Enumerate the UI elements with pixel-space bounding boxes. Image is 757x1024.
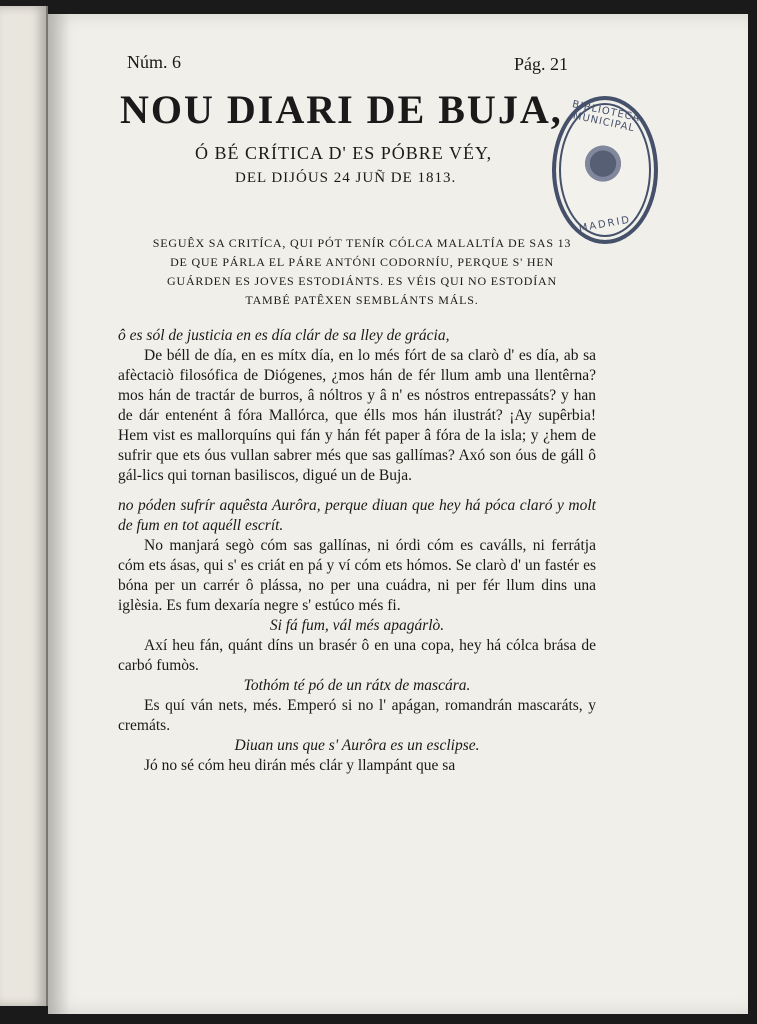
paragraph: Si fá fum, vál més apagárlò. bbox=[269, 617, 445, 634]
issue-number: Núm. 6 bbox=[127, 52, 181, 72]
masthead-subtitle: Ó BÉ CRÍTICA D' ES PÓBRE VÉY, bbox=[195, 143, 493, 163]
masthead-title: NOU DIARI DE BUJA, bbox=[120, 87, 563, 132]
library-stamp bbox=[552, 96, 658, 244]
paragraph: ô es sól de justicia en es día clár de sa lley de grácia, bbox=[118, 327, 450, 344]
paragraph: Es quí ván nets, més. Emperó si no l' apágan, romandrán mascaráts, y cremáts. bbox=[118, 697, 596, 734]
paragraph: No manjará segò cóm sas gallínas, ni órdi cóm es caválls, ni ferrátja cóm ets ásas, qui s' es criát en pá y ví cóm ets hómos. Se clarò d' un fastér es bóna per un carrér ô plássa, no per una cuádra, ni per fér llum dins una iglèsia. Es fum dexaría negre s' estúco més fi. bbox=[118, 537, 596, 614]
spacer bbox=[118, 486, 596, 496]
page-number: Pág. 21 bbox=[514, 54, 568, 74]
article-body bbox=[118, 326, 596, 776]
paragraph: no póden sufrír aquêsta Aurôra, perque diuan que hey há póca claró y molt de fum en tot aquéll escrít. bbox=[118, 497, 596, 534]
paragraph: De béll de día, en es mítx día, en lo més fórt de sa clarò d' es día, ab sa afèctaciò filosófica de Diógenes, ¿mos hán de fér llum amb una llentêrna? mos hán de tractár de burros, â nóltros y â n' es nóstros entrepassáts? y han de dár entenént â fóra Mallórca, que élls mos hán ilustrát? ¡Ay supêrbia! Hem vist es mallorquíns qui fán y hán fét paper â fóra de la isla; y ¿hem de sufrir que ets óus vullan sabrer més que sas gallímas? Axó son óus de gáll ô gál-lics qui tornan basiliscos, digué un de Buja. bbox=[118, 347, 596, 484]
paragraph: Axí heu fán, quánt díns un brasér ô en una copa, hey há cólca brása de carbó fumòs. bbox=[118, 637, 596, 674]
intro-line: DE QUE PÁRLA EL PÁRE ANTÓNI CODORNÍU, PERQUE S' HEN bbox=[170, 255, 554, 269]
intro-line: TAMBÉ PATÊXEN SEMBLÁNTS MÁLS. bbox=[245, 293, 479, 307]
paragraph: Tothóm té pó de un rátx de mascára. bbox=[243, 677, 471, 694]
intro-line: GUÁRDEN ES JOVES ESTODIÁNTS. ES VÉIS QUI NO ESTODÍAN bbox=[167, 274, 557, 288]
paragraph: Jó no sé cóm heu dirán més clár y llampánt que sa bbox=[144, 757, 456, 774]
paragraph: Diuan uns que s' Aurôra es un esclipse. bbox=[234, 737, 480, 754]
intro-block bbox=[122, 234, 602, 310]
left-page-edge bbox=[0, 6, 48, 1006]
intro-line: SEGUÊX SA CRITÍCA, QUI PÓT TENÍR CÓLCA MALALTÍA DE SAS 13 bbox=[152, 236, 572, 250]
stamp-bottom-text: MADRID bbox=[578, 214, 632, 235]
masthead-date: DEL DIJÓUS 24 JUÑ DE 1813. bbox=[235, 170, 457, 186]
page-fold-shadow bbox=[48, 14, 70, 1014]
stamp-top-text: BIBLIOTECA MUNICIPAL bbox=[571, 99, 642, 135]
crest-icon bbox=[584, 142, 622, 190]
